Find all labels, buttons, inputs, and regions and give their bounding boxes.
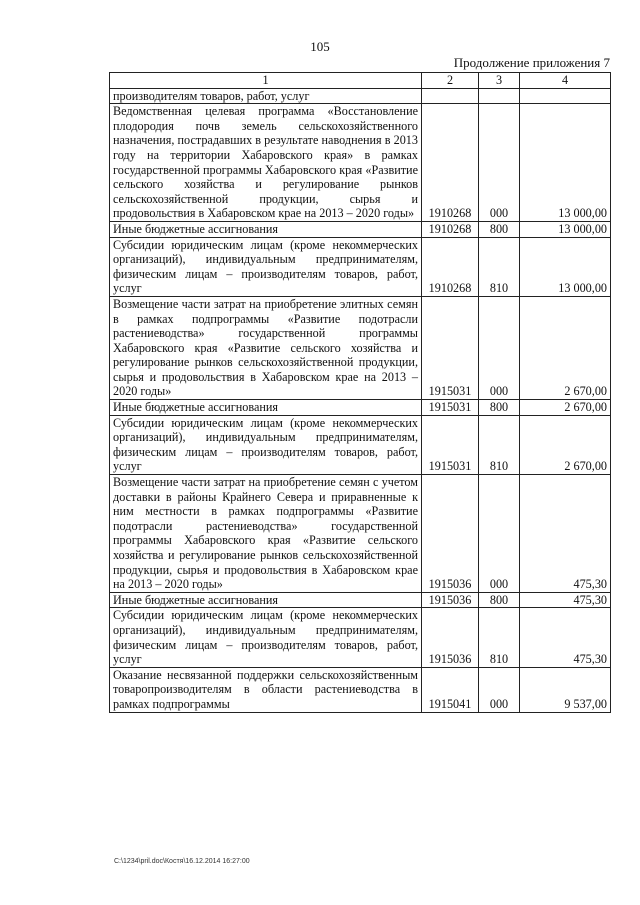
table-row xyxy=(110,608,611,667)
continuation-label: Продолжение приложения 7 xyxy=(453,55,610,70)
description-cell: Возмещение части затрат на приобретение элитных семян в рамках подпрограммы «Развитие подотрасли растениеводства» государственной программы Хабаровского края «Развитие сельского хозяйства и регулирование рынков сельскохозяйственной продукции, сырья и продовольствия в Хабаровском крае на 2013 – 2020 годы» xyxy=(110,296,422,399)
description-cell: Иные бюджетные ассигнования xyxy=(110,592,422,608)
description-cell: Субсидии юридическим лицам (кроме некоммерческих организаций), индивидуальным предпринимателям, физическим лицам – производителям товаров, работ, услуг xyxy=(110,237,422,296)
expense-type-cell xyxy=(479,88,520,104)
expense-type-cell: 800 xyxy=(479,221,520,237)
amount-cell: 9 537,00 xyxy=(520,667,611,712)
table-row xyxy=(110,221,611,237)
target-code-cell: 1915031 xyxy=(422,400,479,416)
description-cell: Иные бюджетные ассигнования xyxy=(110,400,422,416)
header-col-2: 2 xyxy=(422,73,479,89)
target-code-cell: 1915041 xyxy=(422,667,479,712)
target-code-cell: 1915031 xyxy=(422,415,479,474)
expense-type-cell: 810 xyxy=(479,608,520,667)
amount-cell: 2 670,00 xyxy=(520,415,611,474)
amount-cell: 13 000,00 xyxy=(520,237,611,296)
expense-type-cell: 810 xyxy=(479,237,520,296)
table-row xyxy=(110,104,611,222)
table-row xyxy=(110,592,611,608)
description-cell: Субсидии юридическим лицам (кроме некоммерческих организаций), индивидуальным предпринимателям, физическим лицам – производителям товаров, работ, услуг xyxy=(110,608,422,667)
expense-type-cell: 000 xyxy=(479,475,520,593)
target-code-cell: 1915036 xyxy=(422,608,479,667)
table-row xyxy=(110,475,611,593)
expense-type-cell: 800 xyxy=(479,400,520,416)
target-code-cell: 1910268 xyxy=(422,104,479,222)
target-code-cell: 1915036 xyxy=(422,475,479,593)
target-code-cell xyxy=(422,88,479,104)
table-row xyxy=(110,667,611,712)
amount-cell: 475,30 xyxy=(520,475,611,593)
amount-cell: 475,30 xyxy=(520,592,611,608)
expense-type-cell: 000 xyxy=(479,667,520,712)
expense-type-cell: 000 xyxy=(479,104,520,222)
table-row xyxy=(110,237,611,296)
expense-type-cell: 810 xyxy=(479,415,520,474)
table-row xyxy=(110,296,611,399)
description-cell: Оказание несвязанной поддержки сельскохозяйственным товаропроизводителям в области растениеводства в рамках подпрограммы xyxy=(110,667,422,712)
target-code-cell: 1915036 xyxy=(422,592,479,608)
description-cell: производителям товаров, работ, услуг xyxy=(110,88,422,104)
amount-cell: 13 000,00 xyxy=(520,104,611,222)
budget-table xyxy=(109,72,611,713)
description-cell: Субсидии юридическим лицам (кроме некоммерческих организаций), индивидуальным предпринимателям, физическим лицам – производителям товаров, работ, услуг xyxy=(110,415,422,474)
target-code-cell: 1910268 xyxy=(422,221,479,237)
file-path-footer: C:\1234\pril.doc\Костя\16.12.2014 16:27:00 xyxy=(114,858,250,865)
description-cell: Ведомственная целевая программа «Восстановление плодородия почв земель сельскохозяйственного назначения, пострадавших в результате наводнения в 2013 году на территории Хабаровского края» в рамках государственной программы Хабаровского края «Развитие сельского хозяйства и регулирование рынков сельскохозяйственной продукции, сырья и продовольствия в Хабаровском крае на 2013 – 2020 годы» xyxy=(110,104,422,222)
table-row xyxy=(110,415,611,474)
description-cell: Иные бюджетные ассигнования xyxy=(110,221,422,237)
page-number: 105 xyxy=(310,39,330,54)
header-col-1: 1 xyxy=(110,73,422,89)
table-row xyxy=(110,400,611,416)
header-row xyxy=(110,73,611,89)
description-cell: Возмещение части затрат на приобретение семян с учетом доставки в районы Крайнего Севера и приравненные к ним местности в рамках подпрограммы «Развитие подотрасли растениеводства» государственной программы Хабаровского края «Развитие сельского хозяйства и регулирование рынков сельскохозяйственной продукции, сырья и продовольствия в Хабаровском крае на 2013 – 2020 годы» xyxy=(110,475,422,593)
amount-cell: 2 670,00 xyxy=(520,400,611,416)
header-col-3: 3 xyxy=(479,73,520,89)
target-code-cell: 1910268 xyxy=(422,237,479,296)
amount-cell: 13 000,00 xyxy=(520,221,611,237)
amount-cell: 475,30 xyxy=(520,608,611,667)
expense-type-cell: 000 xyxy=(479,296,520,399)
budget-table-body xyxy=(110,73,611,713)
amount-cell: 2 670,00 xyxy=(520,296,611,399)
amount-cell xyxy=(520,88,611,104)
table-row xyxy=(110,88,611,104)
target-code-cell: 1915031 xyxy=(422,296,479,399)
header-col-4: 4 xyxy=(520,73,611,89)
expense-type-cell: 800 xyxy=(479,592,520,608)
